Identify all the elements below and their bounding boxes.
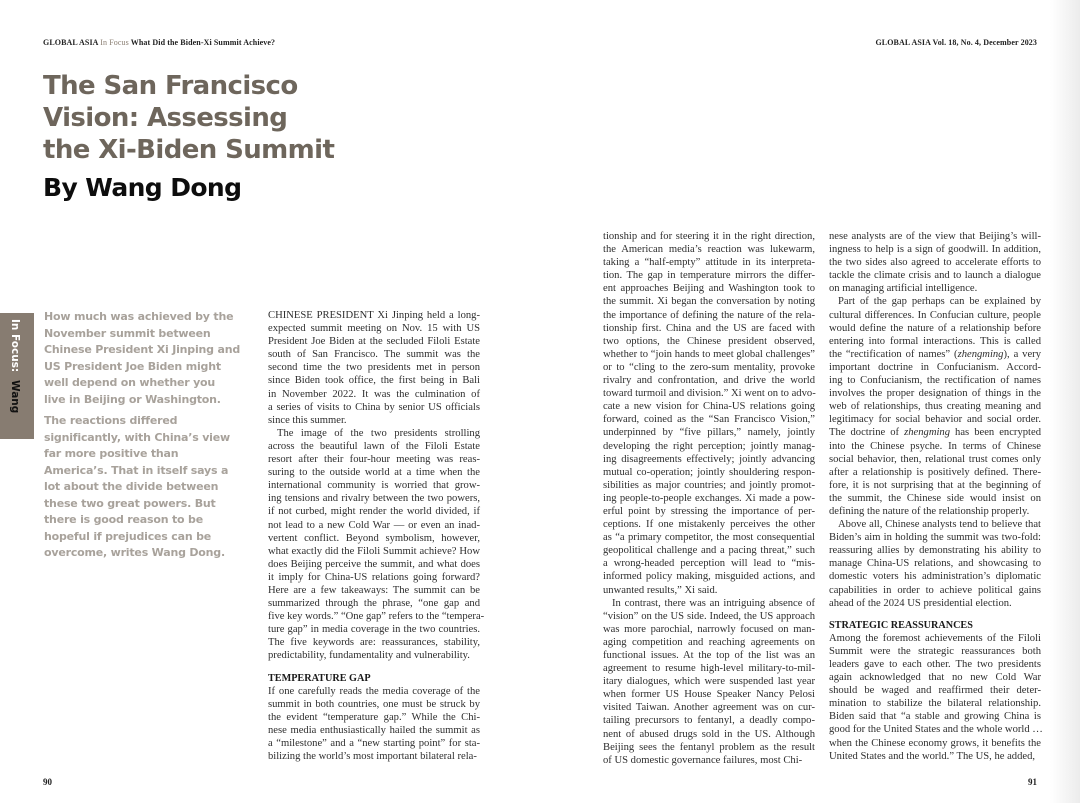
body-paragraph <box>603 597 815 767</box>
text-line: web of relationships, thus creating meaning and <box>829 401 1041 413</box>
text-line: social behavior, then, relational trust comes only <box>829 453 1041 465</box>
body-column-3 <box>829 230 1041 763</box>
section-label: In Focus <box>100 38 129 47</box>
text-line: tionship first. China and the US are faced with <box>603 322 815 334</box>
body-paragraph <box>268 685 480 764</box>
text-line: The five keywords are: reassurances, stability, <box>268 637 480 649</box>
text-line: the importance of defining the nature of the rela- <box>603 309 815 321</box>
text-line: geopolitical challenge and a pacing threat,” such <box>603 545 815 557</box>
article-title <box>43 70 334 166</box>
text-line: Biden said that “a stable and growing China is <box>829 711 1041 723</box>
text-line: two options, the Chinese president observed, <box>603 335 815 347</box>
text-line: tion. The gap in temperature mirrors the differ- <box>603 270 815 282</box>
body-paragraph <box>829 632 1041 763</box>
text-line: the “rectification of names” (zhengming), a very <box>829 348 1042 360</box>
text-line: does Beijing perceive the summit, and what does <box>268 558 480 570</box>
text-line: Among the foremost achievements of the Filoli <box>829 632 1041 644</box>
text-line: Beijing sees the fentanyl problem as the result <box>603 741 815 753</box>
text-line: ent approaches Beijing and Washington took to <box>603 283 815 295</box>
body-column-2 <box>603 230 815 767</box>
text-line: The image of the two presidents strolling <box>277 427 480 439</box>
text-line: second time the two presidents met in person <box>268 362 480 374</box>
page-edge-shadow <box>1050 0 1080 803</box>
section-side-tab <box>0 313 34 439</box>
text-line: forward, coined as the “San Francisco Vision,” <box>603 414 815 426</box>
text-line: the American media’s reaction was lukewarm, <box>603 244 815 256</box>
text-line: Above all, Chinese analysts tend to believe that <box>838 519 1041 531</box>
publication-name: GLOBAL ASIA <box>875 38 931 47</box>
text-line: the summit, the Chinese side would insist on <box>829 492 1041 504</box>
text-line: tackle the climate crisis and to launch a dialogue <box>829 270 1041 282</box>
text-line: suring to the outside world at a time when the <box>268 467 480 479</box>
side-tab-label: In Focus: <box>9 319 21 373</box>
text-line: leaders gave to each other. The two presidents <box>829 659 1041 670</box>
text-line: when the Chinese economy grows, it benefits the <box>829 737 1041 749</box>
text-line: should be waged and reaffirmed their deter- <box>829 685 1041 697</box>
section-subhead: TEMPERATURE GAP <box>268 672 371 684</box>
text-line: itary dialogues, which were suspended last year <box>603 676 815 688</box>
text-line: it imply for China-US relations going forward? <box>268 571 480 583</box>
text-line: rivalry and confrontation, and drive the world <box>603 375 815 387</box>
text-line: aging competition and reaching agreements on <box>603 636 815 648</box>
text-line: not lead to a new Cold War — or even an inad- <box>268 519 480 531</box>
text-line: would define the nature of a relationship before <box>829 322 1041 334</box>
text-line: resort after their four-hour meeting was reas- <box>268 454 480 466</box>
text-line: since Biden took office, the first being in Bali <box>268 375 480 387</box>
text-line: defining the nature of the relationship properly. <box>829 505 1030 517</box>
text-line: ing people-to-people exchanges. Xi made a pow- <box>603 492 815 504</box>
text-line: the evident “temperature gap.” While the Chi- <box>268 711 480 723</box>
text-line: ceptions. If one mistakenly perceives the other <box>603 519 815 531</box>
title-line: The San Francisco <box>43 71 298 101</box>
text-line: in November 2022. It was the culmination of <box>268 388 480 400</box>
text-line: a “milestone” and a “new starting point” for sta- <box>268 738 480 749</box>
text-line: international community is worried that grow- <box>268 480 480 492</box>
text-line: the two sides also agreed to accelerate efforts to <box>829 257 1041 269</box>
text-line: ingness to help is a sign of goodwill. In addition, <box>829 244 1041 256</box>
text-line: nese media enthusiastically hailed the summit as <box>268 724 480 736</box>
text-line: domestic voters his administration’s diplomatic <box>829 571 1041 583</box>
text-line: legitimacy for social behavior and social order. <box>829 414 1041 426</box>
text-line: involves the proper designation of things in the <box>829 388 1041 400</box>
side-tab-text <box>9 319 21 413</box>
issue-info: Vol. 18, No. 4, December 2023 <box>932 38 1037 47</box>
text-line: cultural differences. In Confucian culture, people <box>829 309 1041 321</box>
text-line: entering into formal interactions. This is called <box>829 335 1041 347</box>
body-paragraph <box>829 518 1041 610</box>
text-line: reassuring allies by demonstrating his ability to <box>829 545 1041 557</box>
text-line: United States and the world.” The US, he added, <box>829 750 1036 762</box>
byline: By Wang Dong <box>43 173 242 202</box>
body-paragraph <box>829 295 1041 518</box>
deck-paragraph: How much was achieved by the November summit between Chinese President Xi Jinping and US President Joe Biden might well depend on whether you live in Beijing or Washington. <box>44 310 241 406</box>
body-paragraph <box>268 427 485 663</box>
text-line: after a relationship is positively defined. There- <box>829 466 1041 478</box>
text-line: mutual co-operation; jointly shouldering respon- <box>603 466 815 478</box>
text-line: agreement to resume high-level military-to-mil- <box>603 663 815 675</box>
text-line: CHINESE PRESIDENT Xi Jinping held a long- <box>268 310 480 321</box>
page-number-left: 90 <box>43 777 52 787</box>
text-line: President Joe Biden at the secluded Filoli Estate <box>268 336 480 348</box>
text-line: five key words.” “One gap” refers to the “tempera- <box>268 611 485 623</box>
text-line: on managing artificial intelligence. <box>829 283 978 295</box>
article-deck <box>44 309 240 567</box>
body-paragraph <box>829 230 1041 295</box>
text-line: visited Taiwan. Another agreement was on cur- <box>603 702 815 714</box>
section-subhead: STRATEGIC REASSURANCES <box>829 619 973 631</box>
text-line: manage China-US relations, and showcasing to <box>829 558 1041 570</box>
body-paragraph <box>603 230 815 597</box>
text-line: underpinned by “five pillars,” namely, jointly <box>603 427 815 439</box>
text-line: tionship and for steering it in the right direction, <box>603 231 815 242</box>
text-line: into the Chinese psyche. In terms of Chinese <box>829 440 1041 452</box>
text-line: If one carefully reads the media coverage of the <box>268 685 480 697</box>
text-line: ture gap” in media coverage in the two countries. <box>268 624 480 636</box>
text-line: ing to Confucianism, the rectification of names <box>829 375 1041 387</box>
text-line: sibilities as major countries; and jointly promot- <box>603 479 815 491</box>
text-line: Here are a few takeaways: The summit can be <box>268 584 480 596</box>
topic-title: What Did the Biden-Xi Summit Achieve? <box>130 38 276 47</box>
deck-paragraph: The reactions differed significantly, with China’s view far more positive than America’s. That in itself says a lot about the divide between these two great powers. But there is good reason to be hopeful if prejudices can be overcome, writes Wang Dong. <box>44 414 230 559</box>
text-line: or to “cling to the zero-sum mentality, provoke <box>603 361 815 373</box>
text-line: erful point by stressing the importance of per- <box>603 505 815 517</box>
text-line: fore, it is not surprising that at the beginning of <box>829 479 1041 491</box>
text-line: of US domestic governance failures, most Chi- <box>603 754 803 766</box>
text-line: summarized through the phrase, “one gap and <box>268 598 480 610</box>
title-line: Vision: Assessing <box>43 103 288 133</box>
text-line: Summit were the strategic reassurances both <box>829 645 1041 657</box>
text-line: what exactly did the Filoli Summit achieve? How <box>268 545 480 557</box>
text-line: again acknowledged that no new Cold War <box>829 672 1041 684</box>
body-column-1 <box>268 309 485 763</box>
text-line: vertent conflict. Beyond symbolism, however, <box>268 532 480 544</box>
text-line: nent of abused drugs sold in the US. Although <box>603 728 815 740</box>
text-line: was more parochial, narrowly focused on man- <box>603 623 815 635</box>
text-line: tailing precursors to fentanyl, a deadly compo- <box>603 715 815 727</box>
text-line: mination to stabilize the bilateral relationship. <box>829 698 1041 710</box>
text-line: south of San Francisco. The summit was the <box>268 349 480 361</box>
text-line: since this summer. <box>268 414 347 426</box>
text-line: The doctrine of zhengming has been encrypted <box>829 427 1041 439</box>
text-line: nese analysts are of the view that Beijing’s will- <box>829 231 1041 242</box>
text-line: a series of visits to China by senior US officials <box>268 401 480 413</box>
text-line: if not curbed, might render the world divided, if <box>268 506 480 518</box>
text-line: bilizing the world’s most important bilateral rela- <box>268 751 477 763</box>
publication-name: GLOBAL ASIA <box>43 38 99 47</box>
text-line: ahead of the 2024 US presidential election. <box>829 597 1012 609</box>
text-line: predictability, fundamentality and vulnerability. <box>268 650 470 662</box>
text-line: “vision” on the US side. Indeed, the US approach <box>603 610 815 622</box>
text-line: a wrong-headed perception will lead to “mis- <box>603 558 815 570</box>
text-line: whether to “join hands to meet global challenges” <box>603 348 815 360</box>
text-line: capabilities in order to achieve political gains <box>829 584 1041 596</box>
text-line: as “a primary competitor, the most consequential <box>603 532 815 544</box>
text-line: important doctrine in Confucianism. Accord- <box>829 361 1041 373</box>
text-line: functional issues. At the top of the list was an <box>603 650 815 661</box>
text-line: across the beautiful lawn of the Filoli Estate <box>268 440 480 452</box>
body-paragraph <box>268 309 480 427</box>
text-line: In contrast, there was an intriguing absence of <box>612 597 815 609</box>
text-line: taking a “half-empty” attitude in its interpreta- <box>603 257 815 269</box>
running-head-right <box>875 38 1037 47</box>
text-line: informed policy making, misguided actions, and <box>603 571 815 583</box>
text-line: developing the right perception; jointly manag- <box>603 440 815 452</box>
text-line: cate a new vision for China-US relations going <box>603 401 815 413</box>
text-line: unwanted results,” Xi said. <box>603 584 718 596</box>
title-line: the Xi-Biden Summit <box>43 135 335 165</box>
text-line: expected summit meeting on Nov. 15 with US <box>268 323 480 335</box>
text-line: toward turmoil and division.” Xi went on to advo- <box>603 388 816 400</box>
side-tab-author: Wang <box>9 379 21 414</box>
text-line: when former US House Speaker Nancy Pelosi <box>603 689 815 701</box>
text-line: ing disagreements effectively; jointly advancing <box>603 453 815 465</box>
text-line: the summit. Xi began the conversation by noting <box>603 296 815 308</box>
text-line: summit in both countries, one must be struck by <box>268 698 480 710</box>
running-head-left <box>43 38 275 47</box>
text-line: Biden’s aim in holding the summit was two-fold: <box>829 532 1041 544</box>
page-number-right: 91 <box>1028 777 1037 787</box>
text-line: Part of the gap perhaps can be explained by <box>838 296 1041 308</box>
text-line: ing tensions and rivalry between the two powers, <box>268 493 480 505</box>
text-line: good for the United States and the whole world … <box>829 724 1043 736</box>
